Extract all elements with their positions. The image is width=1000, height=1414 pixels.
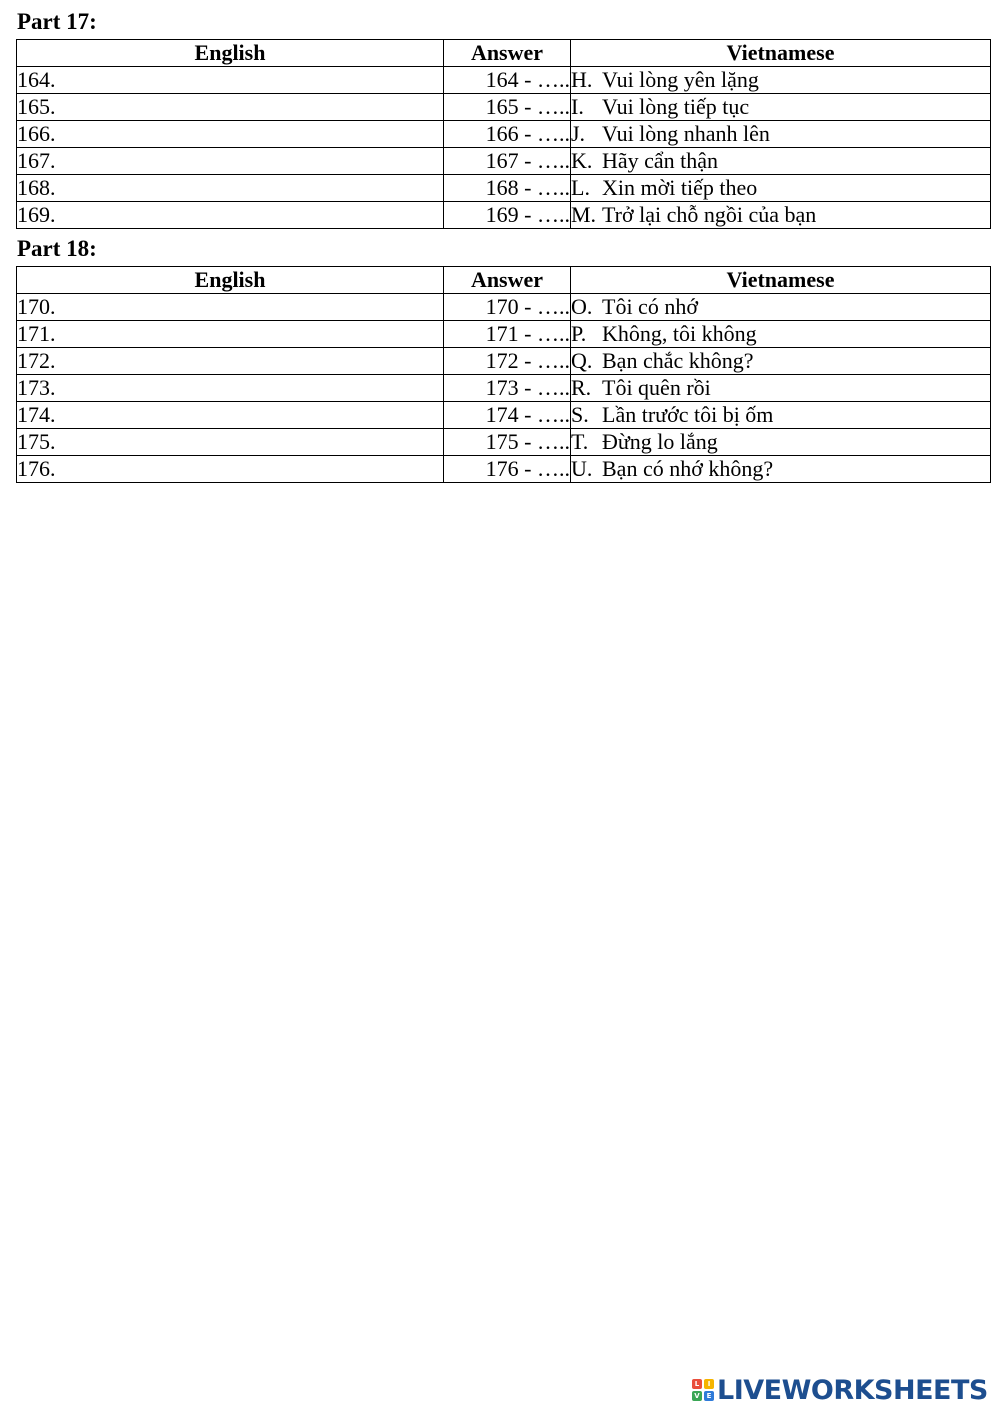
answer-cell[interactable]: 175 - ….. [444,429,571,456]
table-row [17,348,991,375]
answer-cell[interactable]: 167 - ….. [444,148,571,175]
table-row [17,375,991,402]
table-row [17,148,991,175]
logo-text: LIVEWORKSHEETS [717,1374,988,1406]
vietnamese-cell [571,294,991,321]
vietnamese-cell [571,148,991,175]
table-row [17,175,991,202]
answer-cell[interactable]: 171 - ….. [444,321,571,348]
option-text: Lần trước tôi bị ốm [602,402,774,427]
english-cell: 174. [17,402,444,429]
answer-cell[interactable]: 170 - ….. [444,294,571,321]
vietnamese-cell [571,67,991,94]
table-row [17,94,991,121]
vietnamese-cell [571,202,991,229]
part-17-body [17,67,991,229]
option-letter: S. [571,402,589,427]
option-letter: L. [571,175,590,200]
english-cell: 170. [17,294,444,321]
table-row [17,321,991,348]
table-row [17,294,991,321]
table-row [17,202,991,229]
english-cell: 172. [17,348,444,375]
option-letter: H. [571,67,593,92]
part-18-table [16,266,991,483]
answer-cell[interactable]: 164 - ….. [444,67,571,94]
header-answer: Answer [444,267,571,294]
english-cell: 171. [17,321,444,348]
option-text: Vui lòng yên lặng [602,67,759,92]
english-cell: 173. [17,375,444,402]
option-letter: I. [571,94,584,119]
table-header-row [17,267,991,294]
header-english: English [17,267,444,294]
header-english: English [17,40,444,67]
option-text: Vui lòng nhanh lên [602,121,770,146]
vietnamese-cell [571,175,991,202]
table-row [17,456,991,483]
option-letter: T. [571,429,589,454]
english-cell: 175. [17,429,444,456]
table-row [17,429,991,456]
answer-cell[interactable]: 169 - ….. [444,202,571,229]
option-text: Bạn chắc không? [602,348,754,373]
part-18-body [17,294,991,483]
english-cell: 165. [17,94,444,121]
vietnamese-cell [571,94,991,121]
logo-mark-i: I [704,1379,714,1389]
option-letter: Q. [571,348,593,373]
part-18-title: Part 18: [17,236,97,261]
option-letter: R. [571,375,592,400]
answer-cell[interactable]: 168 - ….. [444,175,571,202]
vietnamese-cell [571,456,991,483]
option-text: Tôi quên rồi [602,375,711,400]
option-text: Bạn có nhớ không? [602,456,774,481]
answer-cell[interactable]: 172 - ….. [444,348,571,375]
option-letter: U. [571,456,593,481]
table-header-row [17,40,991,67]
vietnamese-cell [571,429,991,456]
table-row [17,121,991,148]
vietnamese-cell [571,348,991,375]
english-cell: 166. [17,121,444,148]
logo-mark-e: E [704,1391,714,1401]
vietnamese-cell [571,402,991,429]
option-text: Không, tôi không [602,321,757,346]
part-17-title: Part 17: [17,9,97,34]
option-letter: K. [571,148,593,173]
table-row [17,67,991,94]
english-cell: 169. [17,202,444,229]
option-letter: J. [571,121,586,146]
option-text: Hãy cẩn thận [602,148,719,173]
liveworksheets-logo [692,1374,988,1406]
header-vietnamese: Vietnamese [571,267,991,294]
logo-mark-l: L [692,1379,702,1389]
logo-mark-v: V [692,1391,702,1401]
english-cell: 167. [17,148,444,175]
vietnamese-cell [571,375,991,402]
english-cell: 164. [17,67,444,94]
option-letter: P. [571,321,587,346]
header-answer: Answer [444,40,571,67]
option-letter: O. [571,294,593,319]
answer-cell[interactable]: 165 - ….. [444,94,571,121]
option-text: Vui lòng tiếp tục [602,94,750,119]
answer-cell[interactable]: 173 - ….. [444,375,571,402]
option-text: Đừng lo lắng [602,429,718,454]
option-letter: M. [571,202,597,227]
vietnamese-cell [571,121,991,148]
answer-cell[interactable]: 174 - ….. [444,402,571,429]
english-cell: 176. [17,456,444,483]
liveworksheets-logo-icon [692,1379,714,1401]
option-text: Xin mời tiếp theo [602,175,758,200]
header-vietnamese: Vietnamese [571,40,991,67]
option-text: Trở lại chỗ ngồi của bạn [602,202,817,227]
part-17-table [16,39,991,229]
answer-cell[interactable]: 166 - ….. [444,121,571,148]
option-text: Tôi có nhớ [602,294,698,319]
table-row [17,402,991,429]
answer-cell[interactable]: 176 - ….. [444,456,571,483]
vietnamese-cell [571,321,991,348]
english-cell: 168. [17,175,444,202]
